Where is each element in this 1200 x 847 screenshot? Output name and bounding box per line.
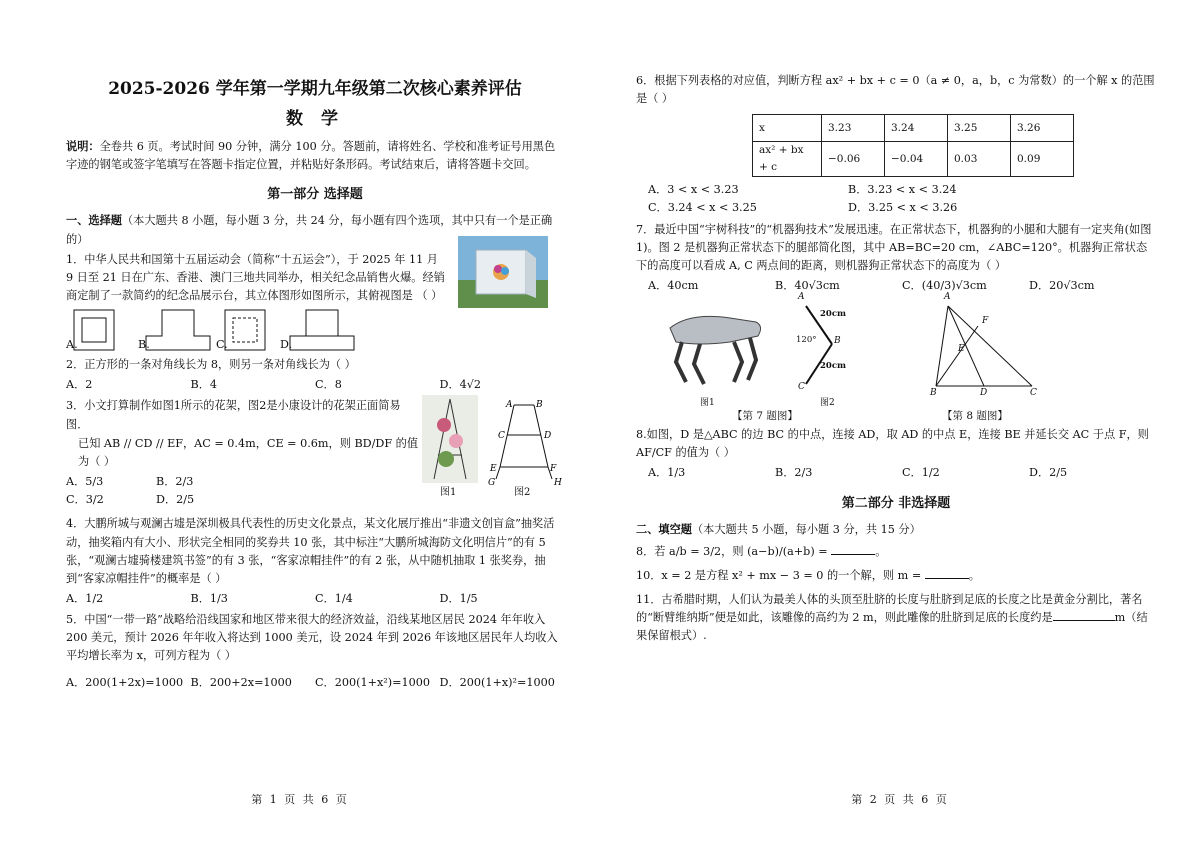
question-7: 7．最近中国“宇树科技”的“机器狗技术”发展迅速。在正常状态下，机器狗的小腿和大腿有一定夹角(如图 1)。图 2 是机器狗正常状态下的腿部简化图，其中 AB=BC=20 cm，∠ABC=120°。机器狗正常状态下的高度可以看成 A, C 两点间的距离，则机器狗正常状态下的高度为（ ） [636, 222, 1152, 272]
q2-option-a: A．2 [66, 378, 93, 392]
question-11-tail: m（结果保留根式）. [636, 611, 1148, 643]
q7-fig2-caption: 图2 [820, 398, 835, 409]
q8-option-d: D．2/5 [1029, 466, 1068, 480]
question-9: 8．若 a/b = 3/2，则 (a−b)/(a+b) = 。 [636, 544, 887, 558]
q4-option-a: A．1/2 [66, 591, 104, 605]
svg-text:C: C [498, 431, 505, 442]
q8-options [636, 464, 1156, 482]
q3-option-b: B．2/3 [156, 474, 194, 488]
question-3-block [66, 397, 564, 515]
section-2-label: 二、填空题 [636, 521, 692, 536]
q2-options [66, 376, 564, 394]
q7-figure-caption: 【第 7 题图】 [732, 410, 798, 423]
tri-point-a: A [944, 292, 951, 303]
q4-option-d: D．1/5 [439, 591, 478, 605]
value-table [752, 114, 1074, 177]
table-cell: −0.06 [822, 142, 885, 177]
question-11 [636, 591, 1156, 645]
q2-option-b: B．4 [190, 378, 218, 392]
section-1-label: 一、选择题 [66, 213, 122, 228]
q1-option-b: B. [138, 338, 150, 352]
q5-option-d: D．200(1+x)²=1000 [439, 675, 555, 689]
q1-options [66, 306, 564, 356]
q4-options [66, 590, 564, 608]
leg-length-upper: 20cm [820, 309, 846, 320]
q8-option-b: B．2/3 [775, 466, 813, 480]
q3-fig1-caption: 图1 [440, 487, 457, 499]
tri-point-d: D [980, 388, 988, 399]
q3-option-c: C．3/2 [66, 493, 104, 507]
display-stand-photo [458, 236, 548, 308]
section-2-desc: （本大题共 5 小题，每小题 3 分，共 15 分） [691, 522, 921, 536]
figures-row [636, 292, 1156, 423]
answer-blank[interactable] [831, 544, 875, 555]
q7-option-b: B．40√3cm [775, 278, 840, 292]
section-2-heading [636, 520, 1156, 539]
q3-option-d: D．2/5 [156, 493, 195, 507]
q3-figure-2 [486, 397, 562, 489]
tri-point-b: B [930, 388, 937, 399]
table-cell: 3.25 [948, 115, 1011, 142]
question-10: 10．x = 2 是方程 x² + mx − 3 = 0 的一个解，则 m = 。 [636, 568, 980, 582]
page-1-content [66, 72, 564, 695]
question-8: 8.如图，D 是△ABC 的边 BC 的中点，连接 AD，取 AD 的中点 E，连接 BE 并延长交 AC 于点 F，则 AF/CF 的值为（ ） [636, 428, 1149, 460]
q1-figure-c [221, 306, 271, 352]
table-cell: 3.24 [885, 115, 948, 142]
q5-option-c: C．200(1+x²)=1000 [315, 675, 430, 689]
q6-option-d: D．3.25 < x < 3.26 [848, 201, 958, 215]
svg-text:D: D [544, 431, 552, 442]
instructions-label: 说明： [66, 139, 100, 154]
question-9-text: 8．若 a/b = 3/2，则 (a−b)/(a+b) = [636, 544, 828, 558]
table-row [753, 142, 1074, 177]
exam-title: 2025-2026 学年第一学期九年级第二次核心素养评估 [108, 79, 522, 99]
q4-option-c: C．1/4 [315, 591, 353, 605]
q1-option-c: C. [216, 338, 228, 352]
table-cell: −0.04 [885, 142, 948, 177]
svg-text:A: A [506, 400, 513, 411]
q7-option-c: C．(40/3)√3cm [902, 278, 987, 292]
page-2-content [636, 72, 1156, 646]
leg-angle-label: 120° [796, 335, 817, 346]
q1-figure-d [286, 306, 358, 352]
q2-option-d: D．4√2 [439, 378, 482, 392]
q8-figure-caption: 【第 8 题图】 [942, 410, 1008, 423]
leg-length-lower: 20cm [820, 361, 846, 372]
question-11-text: 11．古希腊时期，人们认为最美人体的头顶至肚脐的长度与肚脐到足底的长度之比是黄金分割比，著名的“断臂维纳斯”便是如此，该雕像的高约为 2 m，则此雕像的肚脐到足底的长度约是 [636, 593, 1143, 625]
q1-option-d: D. [280, 338, 293, 352]
svg-text:H: H [554, 478, 562, 489]
q6-options [636, 181, 1048, 217]
tri-point-f: F [982, 316, 989, 327]
q8-option-a: A．1/3 [648, 466, 686, 480]
q3-fig2-caption: 图2 [514, 487, 531, 499]
answer-blank[interactable] [925, 568, 969, 579]
table-cell: 0.03 [948, 142, 1011, 177]
svg-text:B: B [536, 400, 543, 411]
svg-text:F: F [550, 464, 557, 475]
question-6: 6．根据下列表格的对应值，判断方程 ax² + bx + c = 0（a ≠ 0，a，b，c 为常数）的一个解 x 的范围是（ ） [636, 74, 1155, 106]
table-cell: ax² + bx + c [753, 142, 822, 177]
q6-option-b: B．3.23 < x < 3.24 [848, 183, 957, 197]
q7-fig1-caption: 图1 [700, 398, 715, 409]
question-4: 4．大鹏所城与观澜古墟是深圳极具代表性的历史文化景点，某文化展厅推出“非遗文创盲盒”抽奖活动，抽奖箱内有大小、形状完全相同的奖券共 10 张，其中标注“大鹏所城海防文化明信片”的有 5 张，“观澜古墟骑楼建筑书签”的有 3 张，“客家凉帽挂件”的有 2 张，从中随机抽取 1 张奖券，抽到“客家凉帽挂件”的概率是（ ） [66, 517, 555, 585]
question-2: 2．正方形的一条对角线长为 8，则另一条对角线长为（ ） [66, 358, 356, 372]
question-10-text: 10．x = 2 是方程 x² + mx − 3 = 0 的一个解，则 m = [636, 568, 922, 582]
part-2-heading: 第二部分 非选择题 [841, 495, 951, 511]
question-3-given: 已知 AB // CD // EF，AC = 0.4m，CE = 0.6m，则 BD/DF 的值为（ ） [78, 436, 419, 468]
q1-option-a: A. [66, 338, 78, 352]
tri-point-c: C [1030, 388, 1037, 399]
robot-dog-photo [660, 302, 770, 388]
q5-option-b: B．200+2x=1000 [190, 675, 292, 689]
q1-figure-b [142, 306, 214, 352]
q6-option-a: A．3 < x < 3.23 [648, 183, 739, 197]
leg-point-a: A [798, 292, 805, 303]
q4-option-b: B．1/3 [190, 591, 228, 605]
table-cell: 3.23 [822, 115, 885, 142]
page-1-footer: 第 1 页 共 6 页 [251, 793, 349, 807]
table-cell: x [753, 115, 822, 142]
instructions-text: 全卷共 6 页。考试时间 90 分钟，满分 100 分。答题前，请将姓名、学校和准考证号用黑色字迹的钢笔或签字笔填写在答题卡指定位置，并粘贴好条形码。考试结束后，请将答题卡交回。 [66, 140, 556, 172]
page-2-footer: 第 2 页 共 6 页 [851, 793, 949, 807]
leg-point-b: B [834, 336, 841, 347]
table-row [753, 115, 1074, 142]
tri-point-e: E [958, 344, 965, 355]
q7-option-a: A．40cm [648, 278, 699, 292]
q7-options [636, 277, 1156, 295]
q5-options [66, 674, 564, 692]
q3-option-a: A．5/3 [66, 474, 104, 488]
svg-text:E: E [490, 464, 497, 475]
q8-option-c: C．1/2 [902, 466, 940, 480]
q5-option-a: A．200(1+2x)=1000 [66, 675, 184, 689]
page-2 [600, 0, 1200, 847]
flower-stand-photo [422, 395, 478, 483]
section-1-desc: （本大题共 8 小题，每小题 3 分，共 24 分，每小题有四个选项，其中只有一个是正确的） [66, 214, 553, 246]
question-3: 3．小文打算制作如图1所示的花架，图2是小康设计的花架正面简易图． [66, 399, 401, 431]
q6-option-c: C．3.24 < x < 3.25 [648, 201, 757, 215]
instructions [66, 137, 564, 174]
table-cell: 3.26 [1011, 115, 1074, 142]
q7-option-d: D．20√3cm [1029, 278, 1095, 292]
q2-option-c: C．8 [315, 378, 342, 392]
question-1: 1．中华人民共和国第十五届运动会（简称“十五运会”），于 2025 年 11 月 9 日至 21 日在广东、香港、澳门三地共同举办，相关纪念品销售火爆。经销商定制了一款简约的纪念品展示台，其立体图形如图所示，其俯视图是 （ ） [66, 252, 445, 302]
table-cell: 0.09 [1011, 142, 1074, 177]
q1-figure-a [70, 306, 120, 352]
leg-point-c: C [798, 382, 805, 393]
triangle-diagram [932, 298, 1042, 398]
svg-text:G: G [488, 478, 496, 489]
part-1-heading: 第一部分 选择题 [267, 187, 363, 203]
q3-options [66, 473, 246, 509]
question-5: 5．中国“一带一路”战略给沿线国家和地区带来很大的经济效益，沿线某地区居民 2024 年年收入 200 美元，预计 2026 年年收入将达到 1000 美元，设 2024 年到 2026 年该地区居民年人均收入平均增长率为 x，可列方程为（ ） [66, 613, 558, 663]
answer-blank[interactable] [1053, 610, 1115, 621]
subject-title: 数 学 [286, 108, 344, 129]
